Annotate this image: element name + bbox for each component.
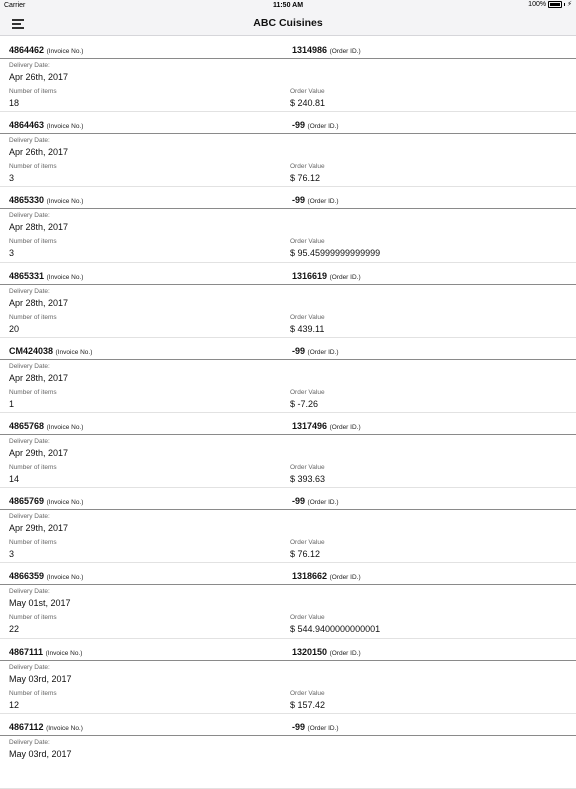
- order-id-label: (Order ID.): [307, 724, 339, 732]
- order-row-header: [0, 639, 576, 661]
- items-count-label: Number of items: [9, 88, 57, 95]
- order-id: [292, 647, 361, 657]
- order-id: [292, 421, 361, 431]
- order-row-header: [0, 413, 576, 435]
- invoice-number: [9, 647, 82, 657]
- invoice-number-value: 4865330: [9, 195, 45, 206]
- invoice-number-value: 4865769: [9, 496, 45, 507]
- invoice-number-label: (Invoice No.): [46, 499, 84, 507]
- order-id-value: 1316619: [292, 270, 328, 281]
- delivery-date-label: Delivery Date:: [9, 437, 50, 445]
- order-id-value: 1317496: [292, 420, 328, 431]
- order-id-label: (Order ID.): [329, 423, 361, 431]
- battery-icon: [548, 1, 562, 8]
- order-id-value: 1314986: [292, 45, 328, 55]
- order-id-label: (Order ID.): [307, 348, 339, 356]
- items-count-value: 1: [9, 398, 15, 409]
- delivery-date-value: May 03rd, 2017: [9, 673, 72, 684]
- order-value-label: Order Value: [290, 539, 325, 547]
- invoice-number-label: (Invoice No.): [46, 123, 84, 131]
- items-count-value: 3: [9, 549, 15, 560]
- items-count-value: 14: [9, 473, 20, 484]
- order-row[interactable]: [0, 413, 576, 488]
- invoice-number-label: (Invoice No.): [55, 348, 93, 356]
- order-id-value: 1320150: [292, 646, 328, 657]
- delivery-date-label: Delivery Date:: [9, 362, 50, 370]
- items-count-label: Number of items: [9, 463, 57, 471]
- invoice-number-value: 4867112: [9, 721, 44, 732]
- delivery-date-value: Apr 28th, 2017: [9, 297, 69, 308]
- order-row-header: [0, 714, 576, 736]
- delivery-date-label: Delivery Date:: [9, 738, 50, 746]
- invoice-number: [9, 421, 83, 431]
- invoice-number-value: 4864462: [9, 45, 45, 55]
- order-value-amount: $ 393.63: [290, 473, 326, 484]
- delivery-date-value: Apr 26th, 2017: [9, 147, 69, 158]
- items-count-value: 3: [9, 248, 15, 259]
- invoice-number-value: CM424038: [9, 345, 54, 356]
- items-count-label: Number of items: [9, 163, 57, 171]
- invoice-number-value: 4865331: [9, 270, 45, 281]
- delivery-date-label: Delivery Date:: [9, 212, 50, 220]
- items-count-value: 3: [9, 173, 15, 184]
- items-count-label: Number of items: [9, 313, 57, 321]
- invoice-number-label: (Invoice No.): [46, 48, 84, 55]
- order-id-value: -99: [292, 345, 306, 356]
- delivery-date-label: Delivery Date:: [9, 663, 50, 671]
- order-list[interactable]: [0, 37, 576, 789]
- delivery-date-value: Apr 29th, 2017: [9, 523, 69, 534]
- order-id-label: (Order ID.): [329, 649, 361, 657]
- invoice-number-value: 4867111: [9, 646, 44, 657]
- order-row-header: [0, 563, 576, 585]
- carrier-label: Carrier: [4, 2, 26, 9]
- page-title: ABC Cuisines: [253, 17, 323, 29]
- order-row-header: [0, 488, 576, 510]
- invoice-number: [9, 195, 83, 205]
- delivery-date-value: May 03rd, 2017: [9, 748, 72, 759]
- order-value-amount: $ -7.26: [290, 398, 319, 409]
- order-value-label: Order Value: [290, 614, 325, 622]
- delivery-date-value: Apr 26th, 2017: [9, 72, 69, 82]
- invoice-number-value: 4865768: [9, 420, 45, 431]
- invoice-number: [9, 496, 83, 506]
- delivery-date-label: Delivery Date:: [9, 137, 50, 145]
- order-id: [292, 45, 361, 55]
- order-id-label: (Order ID.): [307, 499, 339, 507]
- invoice-number: [9, 722, 83, 732]
- status-bar: [0, 0, 576, 12]
- order-id: [292, 346, 339, 356]
- order-row[interactable]: [0, 37, 576, 112]
- items-count-value: 12: [9, 699, 20, 710]
- items-count-label: Number of items: [9, 388, 57, 396]
- order-value-amount: $ 95.45999999999999: [290, 248, 381, 259]
- order-id: [292, 271, 361, 281]
- order-value-label: Order Value: [290, 88, 325, 95]
- order-row[interactable]: [0, 488, 576, 563]
- order-row-header: [0, 187, 576, 209]
- order-id: [292, 120, 339, 130]
- delivery-date-value: Apr 28th, 2017: [9, 222, 69, 233]
- delivery-date-label: Delivery Date:: [9, 287, 50, 295]
- order-id-value: 1318662: [292, 571, 328, 582]
- navigation-bar: [0, 12, 576, 36]
- invoice-number-label: (Invoice No.): [46, 423, 84, 431]
- items-count-label: Number of items: [9, 539, 57, 547]
- status-time: 11:50 AM: [272, 2, 304, 9]
- items-count-label: Number of items: [9, 238, 57, 246]
- charging-icon: ⚡: [567, 1, 572, 8]
- order-row[interactable]: [0, 338, 576, 413]
- delivery-date-label: Delivery Date:: [9, 588, 50, 596]
- order-value-label: Order Value: [290, 163, 325, 171]
- order-id-label: (Order ID.): [329, 273, 361, 281]
- order-id-value: -99: [292, 120, 306, 131]
- order-id-value: -99: [292, 195, 306, 206]
- order-row[interactable]: [0, 112, 576, 187]
- items-count-label: Number of items: [9, 614, 57, 622]
- order-row-header: [0, 112, 576, 134]
- order-value-amount: $ 544.9400000000001: [290, 624, 381, 635]
- order-value-amount: $ 76.12: [290, 549, 321, 560]
- order-id-label: (Order ID.): [329, 48, 361, 55]
- order-value-amount: $ 240.81: [290, 98, 326, 108]
- order-row-header: [0, 338, 576, 360]
- invoice-number-value: 4866359: [9, 571, 45, 582]
- invoice-number-label: (Invoice No.): [46, 273, 84, 281]
- order-row[interactable]: [0, 263, 576, 338]
- items-count-value: 20: [9, 323, 20, 334]
- battery-percent: 100%: [528, 1, 547, 8]
- items-count-label: Number of items: [9, 689, 57, 697]
- invoice-number: [9, 346, 92, 356]
- order-id: [292, 722, 339, 732]
- invoice-number-label: (Invoice No.): [46, 724, 83, 732]
- order-value-amount: $ 439.11: [290, 323, 325, 334]
- order-row-header: [0, 263, 576, 285]
- order-row[interactable]: [0, 639, 576, 714]
- order-id: [292, 496, 339, 506]
- battery-indicator: [528, 1, 572, 8]
- order-value-label: Order Value: [290, 463, 325, 471]
- order-id-value: -99: [292, 721, 306, 732]
- invoice-number-label: (Invoice No.): [46, 574, 84, 582]
- order-value-label: Order Value: [290, 388, 325, 396]
- delivery-date-value: May 01st, 2017: [9, 598, 71, 609]
- order-row[interactable]: [0, 563, 576, 638]
- invoice-number: [9, 45, 83, 55]
- order-id-label: (Order ID.): [329, 574, 361, 582]
- order-value-label: Order Value: [290, 313, 325, 321]
- delivery-date-value: Apr 29th, 2017: [9, 447, 69, 458]
- order-id-label: (Order ID.): [307, 123, 339, 131]
- invoice-number: [9, 571, 83, 581]
- order-id: [292, 571, 361, 581]
- delivery-date-label: Delivery Date:: [9, 513, 50, 521]
- order-id-value: -99: [292, 496, 306, 507]
- order-id: [292, 195, 339, 205]
- items-count-value: 22: [9, 624, 20, 635]
- battery-tip: [564, 3, 565, 6]
- invoice-number-value: 4864463: [9, 120, 45, 131]
- invoice-number-label: (Invoice No.): [45, 649, 83, 657]
- order-row[interactable]: [0, 187, 576, 262]
- delivery-date-value: Apr 28th, 2017: [9, 372, 69, 383]
- order-value-label: Order Value: [290, 238, 325, 246]
- order-value-label: Order Value: [290, 689, 325, 697]
- delivery-date-label: Delivery Date:: [9, 62, 50, 69]
- order-value-amount: $ 76.12: [290, 173, 321, 184]
- order-row-header: [0, 37, 576, 59]
- order-row[interactable]: [0, 714, 576, 789]
- invoice-number: [9, 120, 83, 130]
- items-count-value: 18: [9, 98, 20, 108]
- order-id-label: (Order ID.): [307, 198, 339, 206]
- invoice-number-label: (Invoice No.): [46, 198, 84, 206]
- order-value-amount: $ 157.42: [290, 699, 326, 710]
- invoice-number: [9, 271, 83, 281]
